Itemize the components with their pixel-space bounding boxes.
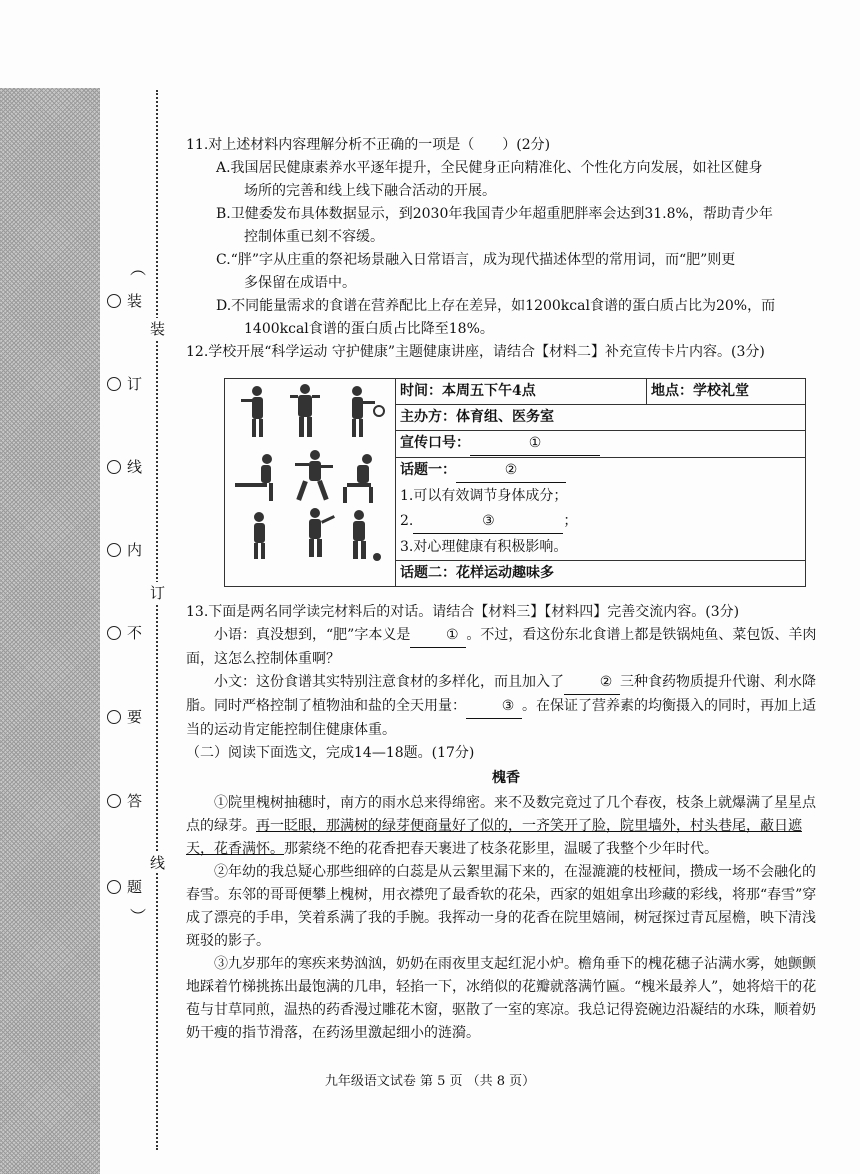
q11-option-c: C.“胖”字从庄重的祭祀场景融入日常语言，成为现代描述体型的常用词，而“肥”则更 多保留在成语中。: [216, 252, 736, 291]
binding-paren-top: ︵: [130, 259, 147, 278]
answer-blank-2[interactable]: ②: [456, 459, 566, 483]
answer-blank-xy[interactable]: ①: [410, 624, 466, 648]
binding-label-1: 装: [107, 290, 142, 311]
card-time: 时间：本周五下午4点: [396, 379, 647, 405]
q11-option-b: B.卫健委发布具体数据显示，到2030年我国青少年超重肥胖率会达到31.8%，帮助青少年 控制体重已刻不容缓。: [216, 206, 773, 245]
answer-blank-xw-2[interactable]: ②: [564, 671, 620, 695]
q11-option-a: A.我国居民健康素养水平逐年提升，全民健身正向精准化、个性化方向发展，如社区健身 场所的完善和线上线下融合活动的开展。: [216, 160, 763, 199]
section-2-heading: （二）阅读下面选文，完成14—18题。(17分): [186, 745, 475, 761]
essay-paragraph-1: ①院里槐树抽穗时，南方的雨水总来得绵密。来不及数完竟过了几个春夜，枝条上就爆满了星星点点的绿芽。再一眨眼，那满树的绿芽便商量好了似的，一齐笑开了脸，院里墙外，村头巷尾，蔽日遮天，花香满怀。那萦绕不绝的花香把春天裹进了枝条花影里，温暖了我整个少年时代。: [186, 795, 816, 857]
circle-icon: [107, 460, 121, 474]
binding-paren-bottom: ︶: [130, 907, 147, 926]
card-item-1: 1.可以有效调节身体成分；: [396, 484, 806, 509]
athletes-silhouette-image: [225, 379, 395, 565]
card-place: 地点：学校礼堂: [647, 379, 806, 405]
circle-icon: [107, 294, 121, 308]
card-topic1: 话题一： ②: [396, 458, 806, 485]
binding-label-2: 订: [107, 373, 142, 394]
q13-stem: 13.下面是两名同学读完材料后的对话。请结合【材料三】【材料四】完善交流内容。(3分): [186, 604, 740, 620]
binding-label-6: 要: [107, 706, 142, 727]
binding-label-5: 不: [107, 622, 142, 643]
page-footer: 九年级语文试卷 第 5 页 （共 8 页）: [324, 1074, 536, 1089]
q11-option-d: D.不同能量需求的食谱在营养配比上存在差异，如1200kcal食谱的蛋白质占比为20%，而 1400kcal食谱的蛋白质占比降至18%。: [216, 298, 776, 337]
q11-stem: 11.对上述材料内容理解分析不正确的一项是（ ）(2分): [186, 137, 551, 153]
q11-options: [186, 157, 826, 341]
answer-blank-3[interactable]: ③: [413, 510, 563, 534]
binding-label-8: 题: [107, 876, 142, 897]
binding-label-4: 内: [107, 539, 142, 560]
page-content: [186, 134, 826, 1045]
circle-icon: [107, 794, 121, 808]
binding-side-char: 订: [150, 584, 166, 602]
q13-xiaowen: 小文：这份食谱其实特别注意食材的多样化，而且加入了 ② 三种食药物质提升代谢、利水降脂。同时严格控制了植物油和盐的全天用量： ③ 。在保证了营养素的均衡摄入的同时，再加上适当的运动肯定能控制住健康体重。: [186, 671, 826, 742]
q12-stem: 12.学校开展“科学运动 守护健康”主题健康讲座，请结合【材料二】补充宣传卡片内容。(3分): [186, 344, 765, 360]
binding-strip: [0, 88, 100, 1174]
card-topic2: 话题二：花样运动趣味多: [396, 561, 806, 587]
circle-icon: [107, 377, 121, 391]
circle-icon: [107, 543, 121, 557]
card-item-3: 3.对心理健康有积极影响。: [396, 535, 806, 561]
circle-icon: [107, 880, 121, 894]
underlined-sentence: 再一眨眼，那满树的绿芽便商量好了似的，一齐笑开了脸，院里墙外，村头巷尾，蔽日遮天，花香满怀。: [186, 818, 802, 857]
binding-label-7: 答: [107, 790, 142, 811]
answer-blank-1[interactable]: ①: [470, 432, 600, 456]
q13-xiaoyu: 小语：真没想到，“肥”字本义是 ① 。不过，看这份东北食谱上都是铁锅炖鱼、菜包饭、羊肉面，这怎么控制体重啊？: [186, 624, 826, 671]
essay-body: [186, 792, 826, 1045]
circle-icon: [107, 710, 121, 724]
essay-paragraph-2: ②年幼的我总疑心那些细碎的白蕊是从云絮里漏下来的，在湿漉漉的枝桠间，攒成一场不会融化的春雪。东邻的哥哥便攀上槐树，用衣襟兜了最香软的花朵，西家的姐姐拿出珍藏的彩线，将那“春雪”穿成了漂亮的手串，笑着系满了我的手腕。我挥动一身的花香在院里嬉闹，树冠探过青瓦屋檐，映下清浅斑驳的影子。: [186, 864, 817, 949]
binding-dotted-line: [156, 90, 158, 1150]
binding-side-char: 装: [150, 320, 166, 338]
essay-paragraph-3: ③九岁那年的寒疾来势汹汹，奶奶在雨夜里支起红泥小炉。檐角垂下的槐花穗子沾满水雾，她颤颤地踩着竹梯挑拣出最饱满的几串，轻掐一下，冰绡似的花瓣就落满竹匾。“槐米最养人”，她将焙干的花苞与甘草同煎，温热的药香漫过雕花木窗，驱散了一室的寒凉。我总记得瓷碗边沿凝结的水珠，顺着奶奶干瘦的指节滑落，在药汤里激起细小的涟漪。: [186, 956, 817, 1041]
card-host: 主办方：体育组、医务室: [396, 405, 806, 431]
binding-side-char: 线: [150, 854, 166, 872]
sports-illustration: [225, 379, 396, 587]
card-slogan: 宣传口号： ①: [396, 431, 806, 458]
promo-card: [224, 378, 806, 587]
circle-icon: [107, 626, 121, 640]
card-item-2: 2. ③ ；: [396, 509, 806, 535]
essay-title: 槐香: [492, 770, 520, 786]
binding-label-3: 线: [107, 456, 142, 477]
answer-blank-xw-3[interactable]: ③: [466, 695, 522, 719]
